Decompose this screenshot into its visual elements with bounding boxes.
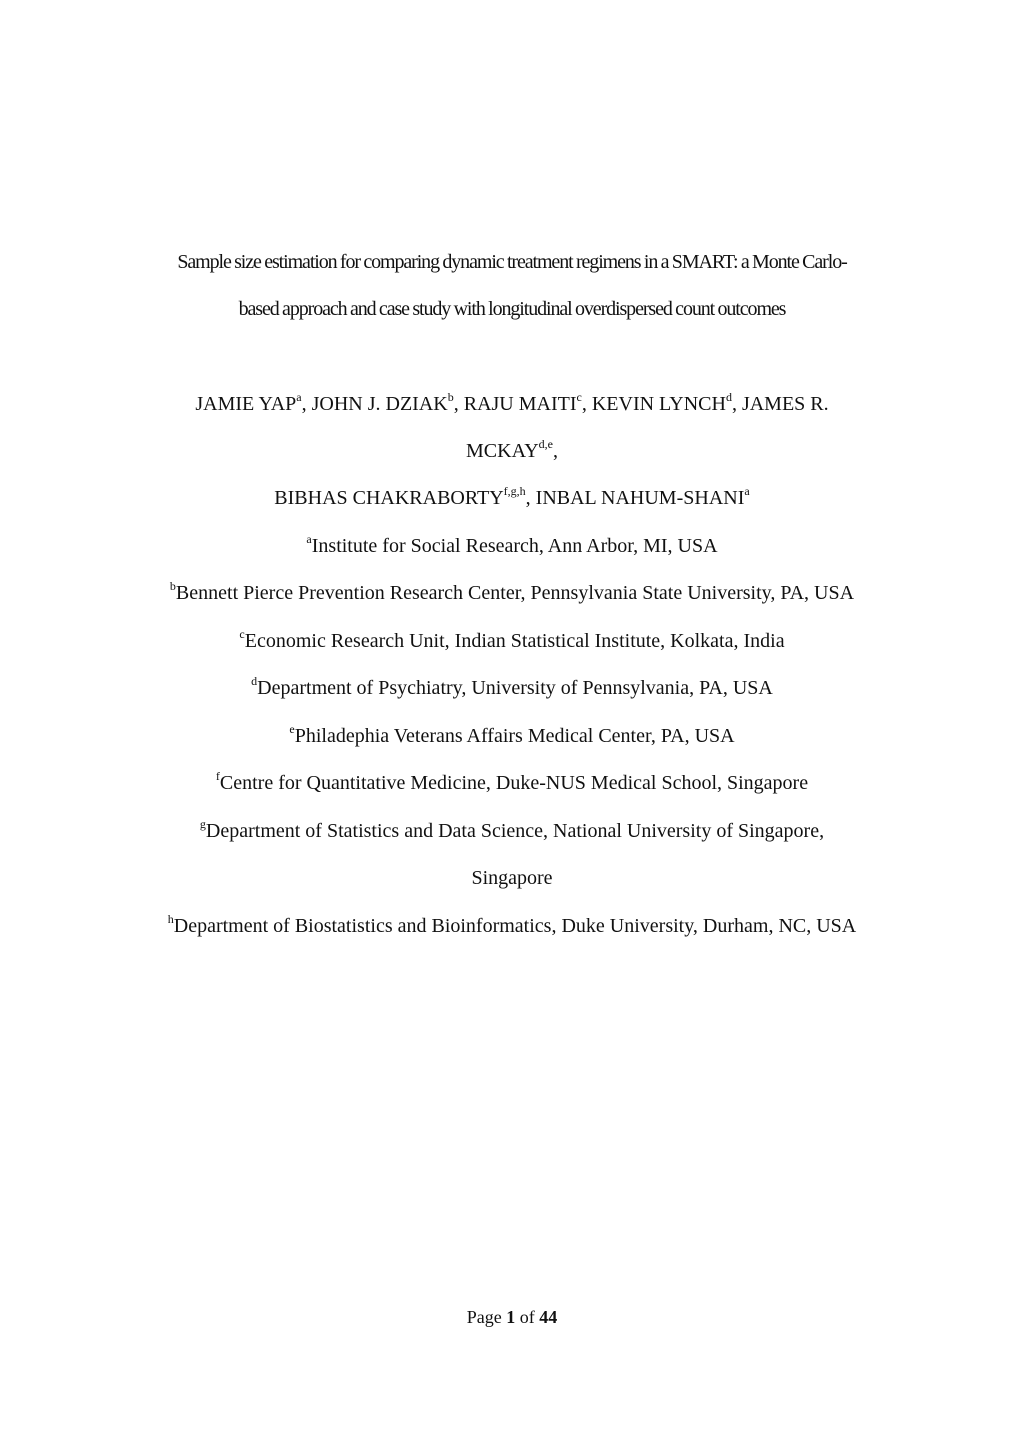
author-name: INBAL NAHUM-SHANI [535, 487, 745, 509]
affiliation-mark: b [169, 579, 176, 594]
affiliation-f [0, 769, 1024, 794]
authors-line-1: JAMIE YAP$^a$, JOHN J. DZIAK$^b$, RAJU MAITI$^c$, KEVIN LYNCH$^d$, JAMES R. [195, 390, 829, 415]
author-name-part: JAMES R. [741, 393, 829, 415]
affiliation-text: Singapore [471, 867, 553, 889]
affiliation-mark: d [251, 674, 258, 689]
author-name: JAMIE YAP [195, 393, 297, 415]
author-affiliation-mark: a [744, 484, 750, 499]
author-affiliation-mark: c [576, 390, 582, 405]
paper-title-line-2: based approach and case study with longitudinal overdispersed count outcomes [238, 298, 786, 320]
of-word: of [519, 1307, 535, 1327]
affiliation-h [0, 912, 1024, 937]
affiliation-text: Department of Psychiatry, University of Pennsylvania, PA, USA [257, 677, 773, 699]
affiliation-g-continuation [0, 868, 1024, 888]
author-name: KEVIN LYNCH [591, 393, 726, 415]
affiliation-mark: h [167, 912, 174, 927]
author-name: JOHN J. DZIAK [311, 393, 448, 415]
author-affiliation-mark: d [725, 390, 732, 405]
author-affiliation-mark: d,e [538, 437, 553, 452]
affiliation-text: Department of Statistics and Data Science, National University of Singapore, [205, 820, 825, 842]
author-affiliation-mark: f,g,h [503, 484, 526, 499]
affiliation-mark: c [239, 627, 245, 642]
author-affiliation-mark: a [296, 390, 302, 405]
author-name-part: MCKAY [466, 440, 539, 462]
authors-line-3: BIBHAS CHAKRABORTY$^{f,g,h}$, INBAL NAHUM-SHANI$^a$ [274, 484, 750, 509]
affiliation-text: Bennett Pierce Prevention Research Center, Pennsylvania State University, PA, USA [175, 582, 855, 604]
affiliation-e [0, 722, 1024, 747]
affiliation-a [0, 532, 1024, 557]
affiliation-c [0, 627, 1024, 652]
affiliation-mark: e [289, 722, 295, 737]
author-affiliation-mark: b [447, 390, 454, 405]
author-name: RAJU MAITI [463, 393, 577, 415]
affiliation-text: Centre for Quantitative Medicine, Duke-NUS Medical School, Singapore [219, 772, 809, 794]
affiliation-mark: f [215, 769, 220, 784]
paper-title-line-1: Sample size estimation for comparing dynamic treatment regimens in a SMART: a Monte Carlo- [177, 251, 847, 273]
affiliation-d [0, 674, 1024, 699]
affiliation-mark: a [306, 532, 312, 547]
affiliation-text: Institute for Social Research, Ann Arbor, MI, USA [311, 535, 718, 557]
total-pages: 44 [539, 1307, 558, 1327]
affiliation-g [0, 817, 1024, 842]
affiliation-text: Philadephia Veterans Affairs Medical Center, PA, USA [294, 725, 735, 747]
affiliation-text: Department of Biostatistics and Bioinformatics, Duke University, Durham, NC, USA [173, 915, 857, 937]
affiliation-b [0, 579, 1024, 604]
author-name: BIBHAS CHAKRABORTY [274, 487, 504, 509]
affiliation-mark: g [199, 817, 206, 832]
page-word: Page [466, 1307, 502, 1327]
affiliation-text: Economic Research Unit, Indian Statistical Institute, Kolkata, India [244, 630, 785, 652]
page-footer [0, 1308, 1024, 1326]
page-number: 1 [506, 1307, 516, 1327]
authors-line-2: MCKAY$^{d,e}$, [466, 437, 558, 462]
